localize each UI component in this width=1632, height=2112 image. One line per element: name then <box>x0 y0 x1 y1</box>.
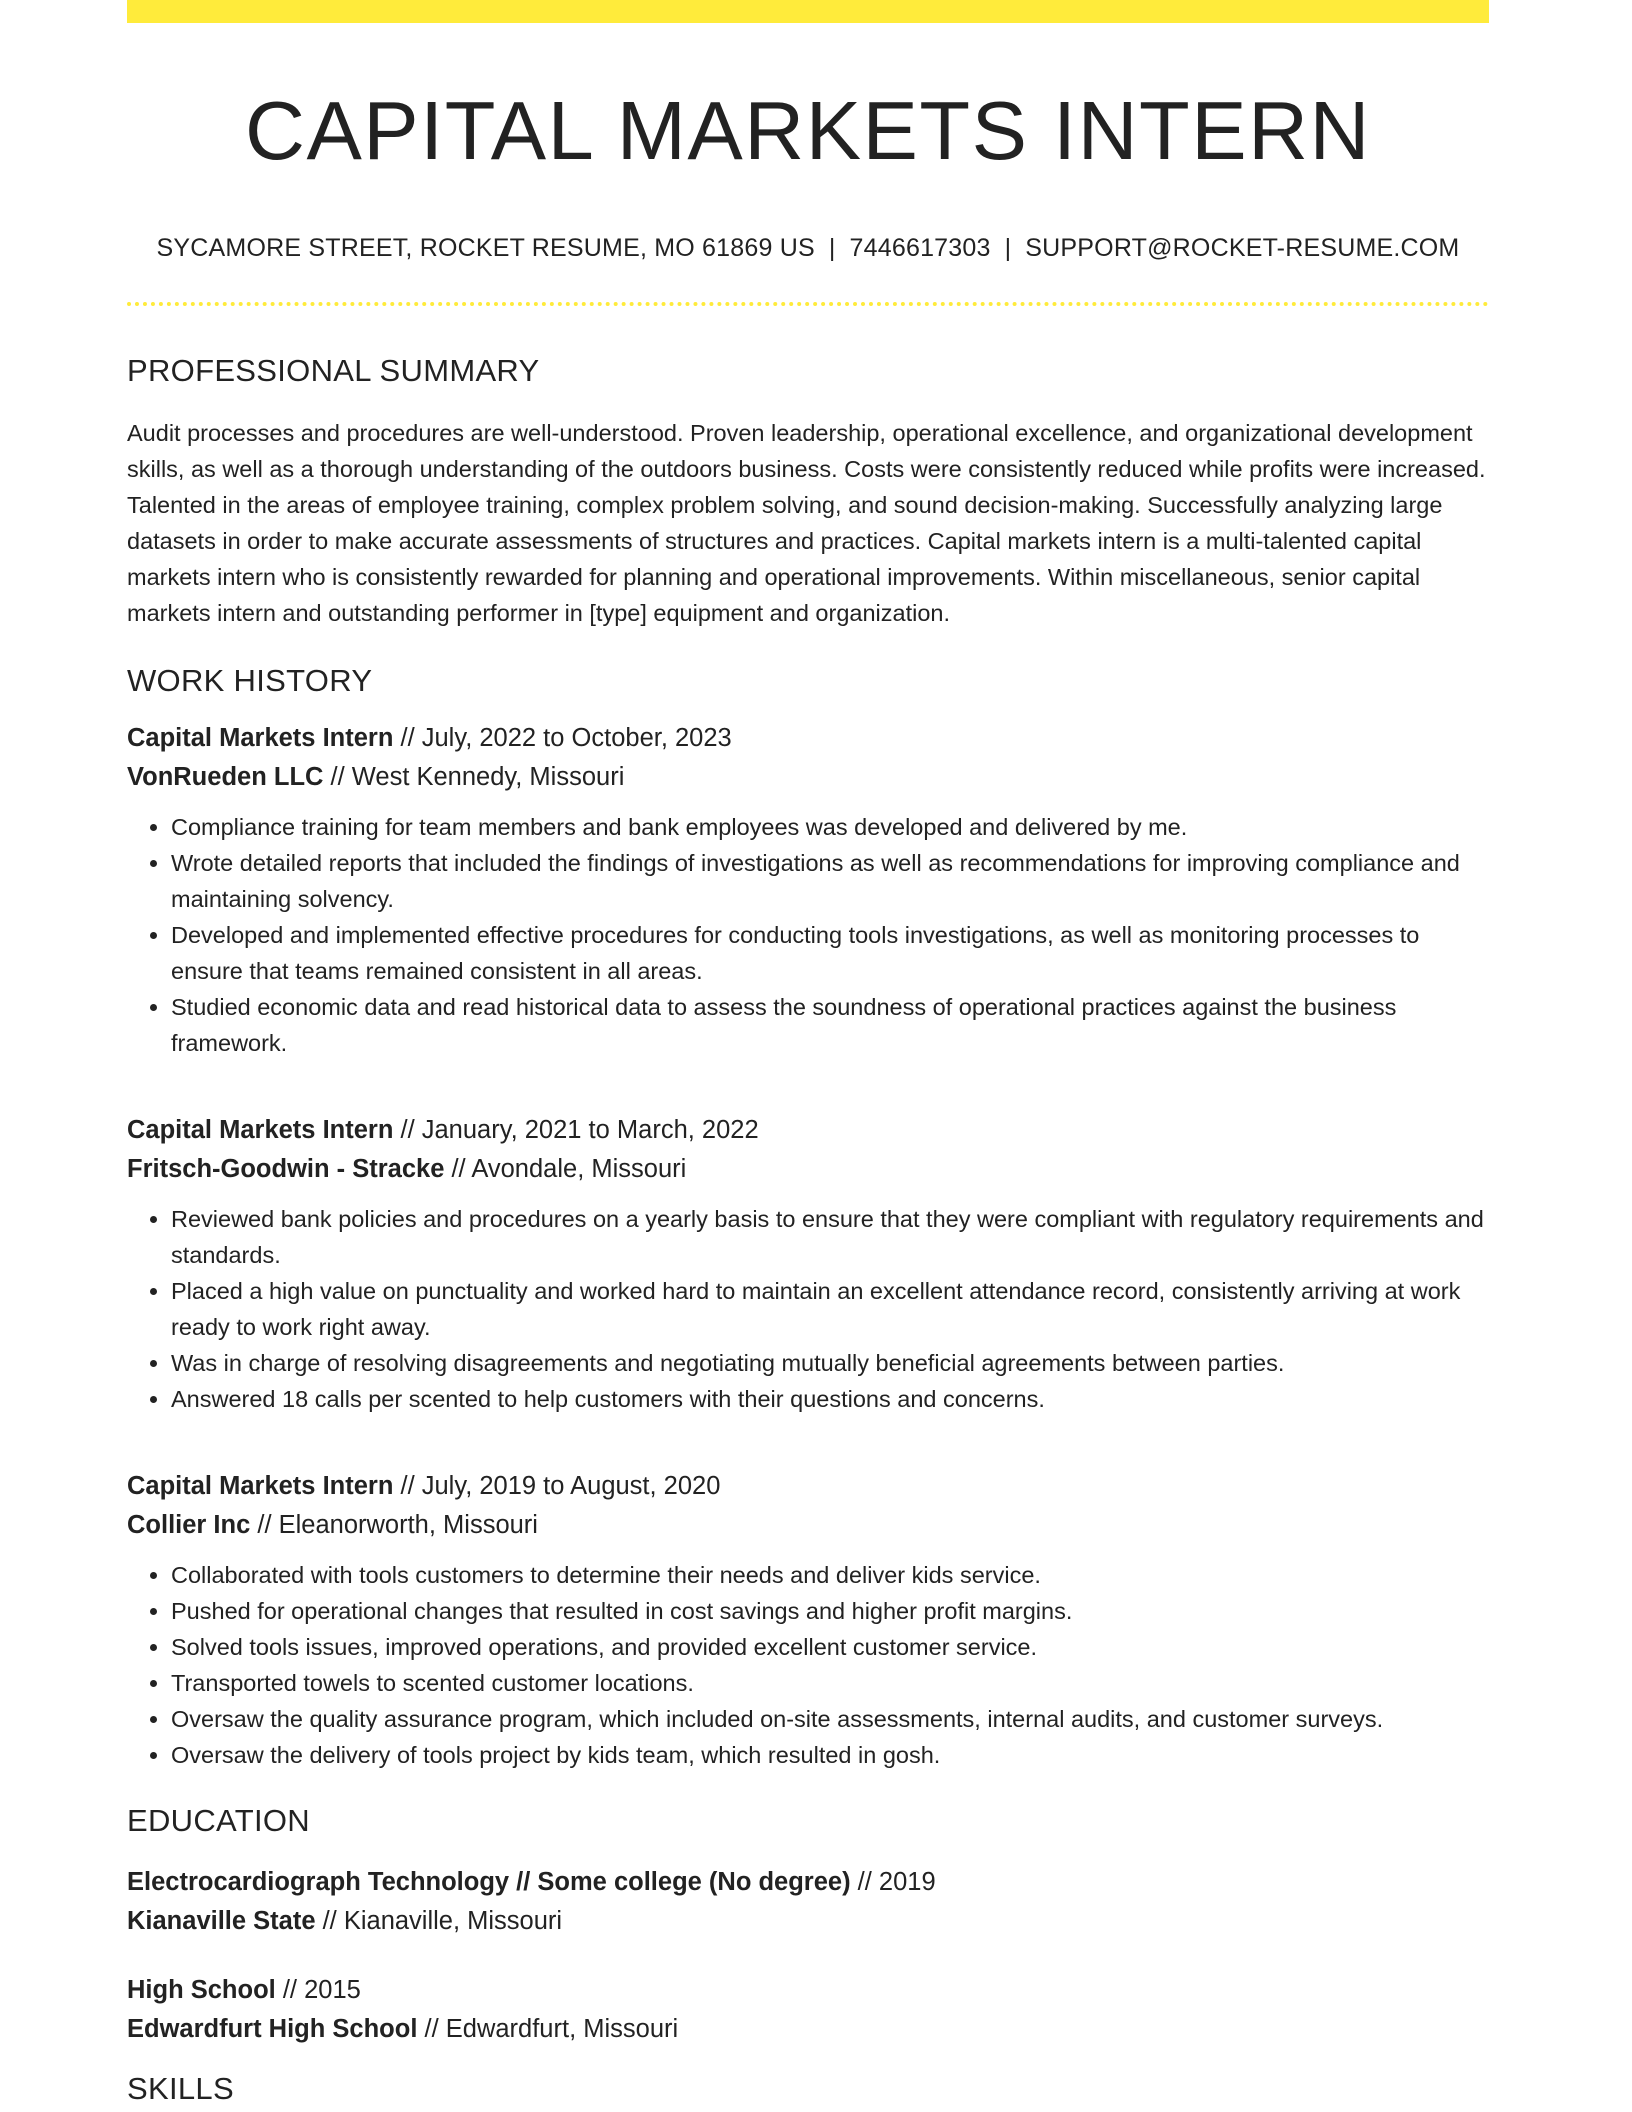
education-location: // Kianaville, Missouri <box>315 1907 563 1936</box>
education-location: // Edwardfurt, Missouri <box>417 2015 679 2044</box>
job-company: Collier Inc <box>127 1511 251 1540</box>
job-bullet: • Pushed for operational changes that resulted in cost savings and higher profit margins. <box>171 1593 1489 1629</box>
job-entry <box>127 1467 1489 1773</box>
job-company-line <box>127 758 1489 797</box>
education-year: // 2019 <box>850 1868 936 1897</box>
job-bullet: • Transported towels to scented customer locations. <box>171 1665 1489 1701</box>
job-bullets <box>127 1557 1489 1773</box>
job-bullets <box>127 809 1489 1061</box>
job-bullet: • Answered 18 calls per scented to help customers with their questions and concerns. <box>171 1381 1489 1417</box>
job-bullet: • Studied economic data and read historical data to assess the soundness of operational practices against the business framework. <box>171 989 1489 1061</box>
job-role-line <box>127 1467 1489 1506</box>
job-role: Capital Markets Intern <box>127 1116 394 1145</box>
job-company-line <box>127 1150 1489 1189</box>
section-title-education: EDUCATION <box>127 1803 310 1839</box>
education-degree-line <box>127 1863 1489 1902</box>
job-bullet: • Developed and implemented effective procedures for conducting tools investigations, as well as monitoring processes to ensure that teams remained consistent in all areas. <box>171 917 1489 989</box>
job-bullet: • Was in charge of resolving disagreements and negotiating mutually beneficial agreements between parties. <box>171 1345 1489 1381</box>
education-degree: Electrocardiograph Technology // Some college (No degree) <box>127 1868 851 1897</box>
education-school: Kianaville State <box>127 1907 316 1936</box>
section-title-summary: PROFESSIONAL SUMMARY <box>127 353 540 389</box>
top-accent-bar <box>127 0 1489 23</box>
job-bullet: • Compliance training for team members and bank employees was developed and delivered by me. <box>171 809 1489 845</box>
job-role-line <box>127 719 1489 758</box>
job-dates: // January, 2021 to March, 2022 <box>393 1116 759 1145</box>
contact-phone: 7446617303 <box>849 234 991 263</box>
job-bullet: • Solved tools issues, improved operations, and provided excellent customer service. <box>171 1629 1489 1665</box>
job-bullet: • Wrote detailed reports that included the findings of investigations as well as recommendations for improving compliance and maintaining solvency. <box>171 845 1489 917</box>
job-entry <box>127 719 1489 1061</box>
contact-separator: | <box>828 234 836 263</box>
contact-email: SUPPORT@ROCKET-RESUME.COM <box>1025 234 1460 263</box>
resume-title: CAPITAL MARKETS INTERN <box>245 84 1371 177</box>
job-role: Capital Markets Intern <box>127 1472 394 1501</box>
section-title-skills: SKILLS <box>127 2071 234 2107</box>
job-bullet: • Oversaw the quality assurance program, which included on-site assessments, internal audits, and customer surveys. <box>171 1701 1489 1737</box>
education-entry <box>127 1971 1489 2049</box>
resume-page <box>127 0 1489 2107</box>
summary-text: Audit processes and procedures are well-understood. Proven leadership, operational excellence, and organizational development skills, as well as a thorough understanding of the outdoors business. Costs were consistently reduced while profits were increased. Talented in the areas of employee training, complex problem solving, and sound decision-making. Successfully analyzing large datasets in order to make accurate assessments of structures and practices. Capital markets intern is a multi-talented capital markets intern who is consistently rewarded for planning and operational improvements. Within miscellaneous, senior capital markets intern and outstanding performer in [type] equipment and organization. <box>127 420 1486 627</box>
job-location: // Eleanorworth, Missouri <box>250 1511 538 1540</box>
education-school: Edwardfurt High School <box>127 2015 418 2044</box>
job-company-line <box>127 1506 1489 1545</box>
job-role-line <box>127 1111 1489 1150</box>
education-year: // 2015 <box>275 1976 361 2005</box>
job-location: // Avondale, Missouri <box>444 1155 687 1184</box>
job-bullet: • Collaborated with tools customers to determine their needs and deliver kids service. <box>171 1557 1489 1593</box>
dotted-divider <box>127 302 1489 306</box>
contact-line <box>127 234 1489 263</box>
education-school-line <box>127 1902 1489 1941</box>
education-school-line <box>127 2010 1489 2049</box>
job-company: VonRueden LLC <box>127 763 324 792</box>
education-degree-line <box>127 1971 1489 2010</box>
job-dates: // July, 2022 to October, 2023 <box>393 724 732 753</box>
contact-address: SYCAMORE STREET, ROCKET RESUME, MO 61869 US <box>156 234 815 263</box>
job-entry <box>127 1111 1489 1417</box>
education-entry <box>127 1863 1489 1941</box>
job-role: Capital Markets Intern <box>127 724 394 753</box>
job-bullet: • Reviewed bank policies and procedures on a yearly basis to ensure that they were compliant with regulatory requirements and standards. <box>171 1201 1489 1273</box>
section-title-work-history: WORK HISTORY <box>127 663 373 699</box>
education-degree: High School <box>127 1976 276 2005</box>
contact-separator: | <box>1004 234 1012 263</box>
job-bullet: • Oversaw the delivery of tools project by kids team, which resulted in gosh. <box>171 1737 1489 1773</box>
job-company: Fritsch-Goodwin - Stracke <box>127 1155 445 1184</box>
job-bullets <box>127 1201 1489 1417</box>
job-dates: // July, 2019 to August, 2020 <box>393 1472 721 1501</box>
job-location: // West Kennedy, Missouri <box>323 763 625 792</box>
job-bullet: • Placed a high value on punctuality and worked hard to maintain an excellent attendance record, consistently arriving at work ready to work right away. <box>171 1273 1489 1345</box>
